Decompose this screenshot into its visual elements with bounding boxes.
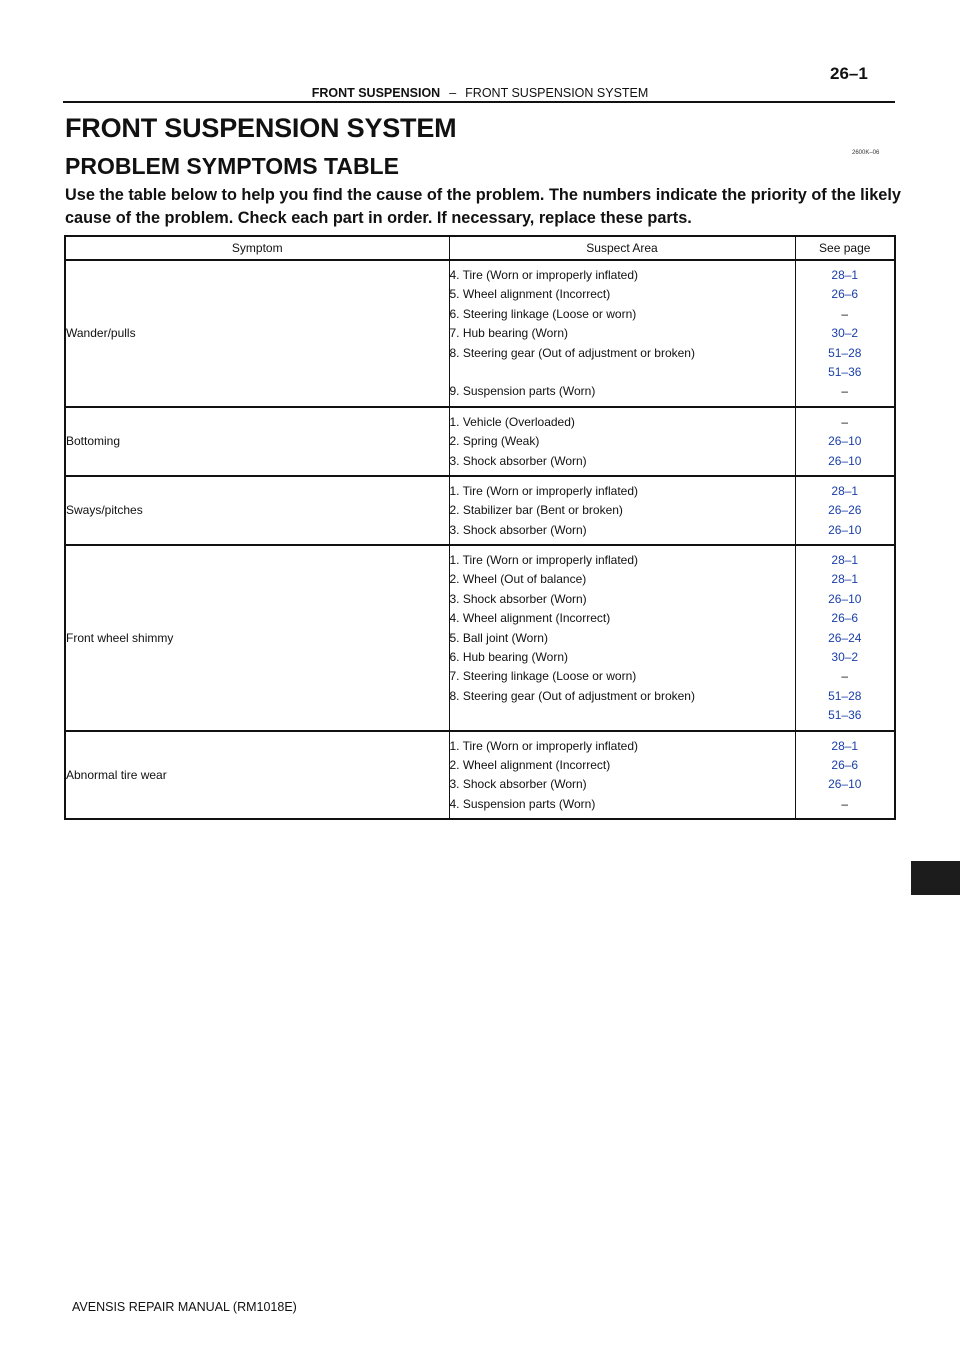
col-header-suspect-area: Suspect Area <box>449 236 795 260</box>
suspect-area-item: 7. Steering linkage (Loose or worn) <box>449 669 637 684</box>
header-title <box>0 86 960 100</box>
page-reference-link[interactable]: 26–6 <box>831 757 859 772</box>
suspect-area-item: 3. Shock absorber (Worn) <box>449 453 587 468</box>
suspect-area-item: 1. Vehicle (Overloaded) <box>449 414 575 429</box>
page-reference-link[interactable]: 26–10 <box>828 522 862 537</box>
suspect-area-item: 1. Tire (Worn or improperly inflated) <box>449 553 639 568</box>
page-reference-link[interactable]: 30–2 <box>831 650 859 665</box>
header-rule <box>63 101 895 103</box>
footer-manual-id: AVENSIS REPAIR MANUAL (RM1018E) <box>72 1300 297 1314</box>
intro-paragraph: Use the table below to help you find the cause of the problem. The numbers indicate the priority of the likely cause of the problem. Check each part in order. If necessary, replace these parts. <box>65 186 901 227</box>
suspect-area-item: 4. Tire (Worn or improperly inflated) <box>449 268 639 282</box>
problem-symptoms-table <box>64 235 896 820</box>
header-section: FRONT SUSPENSION <box>311 86 441 100</box>
page-number: 26–1 <box>830 64 868 83</box>
page-reference-link[interactable]: 28–1 <box>831 738 859 753</box>
page-reference-link[interactable]: 51–36 <box>828 708 862 723</box>
see-page-cell <box>795 260 895 407</box>
suspect-area-item: 4. Suspension parts (Worn) <box>449 796 596 811</box>
table-header-row <box>65 236 895 260</box>
page-reference-link[interactable]: 26–10 <box>828 434 862 449</box>
document-code: 2600K–06 <box>852 150 880 156</box>
symptom-cell: Abnormal tire wear <box>65 731 449 820</box>
suspect-area-item: 2. Wheel (Out of balance) <box>449 572 587 587</box>
suspect-area-item <box>450 706 795 725</box>
page-reference-none: – <box>841 796 849 811</box>
see-page-cell <box>795 545 895 731</box>
suspect-area-item: 6. Hub bearing (Worn) <box>449 650 568 665</box>
page-reference-none: – <box>841 669 849 684</box>
suspect-area-cell <box>449 731 795 820</box>
page-reference-link[interactable]: 26–6 <box>831 611 859 626</box>
col-header-see-page: See page <box>795 236 895 260</box>
see-page-cell <box>795 407 895 476</box>
symptom-cell: Front wheel shimmy <box>65 545 449 731</box>
page-reference-none: – <box>841 414 849 429</box>
page-reference-link[interactable]: 26–10 <box>828 591 862 606</box>
section-subtitle: PROBLEM SYMPTOMS TABLE <box>65 153 399 179</box>
header-separator: – <box>449 86 457 100</box>
page-reference-link[interactable]: 28–1 <box>831 268 859 282</box>
suspect-area-item: 6. Steering linkage (Loose or worn) <box>449 306 637 321</box>
section-thumb-tab <box>911 861 960 895</box>
table-row <box>65 260 895 407</box>
page-reference-none: – <box>841 384 849 399</box>
page-reference-none: – <box>841 306 849 321</box>
page-reference-link[interactable]: 28–1 <box>831 572 859 587</box>
table-row <box>65 731 895 820</box>
symptom-cell: Bottoming <box>65 407 449 476</box>
page-reference-link[interactable]: 26–24 <box>828 630 862 645</box>
suspect-area-cell <box>449 476 795 545</box>
page-reference-link[interactable]: 26–10 <box>828 777 862 792</box>
suspect-area-item: 8. Steering gear (Out of adjustment or broken) <box>449 345 695 360</box>
col-header-symptom: Symptom <box>65 236 449 260</box>
suspect-area-item: 2. Stabilizer bar (Bent or broken) <box>449 503 623 518</box>
suspect-area-cell <box>449 545 795 731</box>
page-title: FRONT SUSPENSION SYSTEM <box>65 113 457 143</box>
table-row <box>65 545 895 731</box>
table-row <box>65 476 895 545</box>
suspect-area-item: 3. Shock absorber (Worn) <box>449 777 587 792</box>
symptom-cell: Wander/pulls <box>65 260 449 407</box>
suspect-area-item: 3. Shock absorber (Worn) <box>449 522 587 537</box>
see-page-cell <box>795 731 895 820</box>
suspect-area-item: 8. Steering gear (Out of adjustment or broken) <box>449 688 695 703</box>
page-reference-link[interactable]: 26–6 <box>831 287 859 302</box>
suspect-area-item: 3. Shock absorber (Worn) <box>449 591 587 606</box>
suspect-area-item: 1. Tire (Worn or improperly inflated) <box>449 483 639 498</box>
suspect-area-item: 5. Wheel alignment (Incorrect) <box>449 287 611 302</box>
suspect-area-item: 5. Ball joint (Worn) <box>449 630 548 645</box>
header-subsection: FRONT SUSPENSION SYSTEM <box>465 86 649 100</box>
see-page-cell <box>795 476 895 545</box>
suspect-area-item: 1. Tire (Worn or improperly inflated) <box>449 738 639 753</box>
page-reference-link[interactable]: 28–1 <box>831 553 859 568</box>
suspect-area-item: 2. Wheel alignment (Incorrect) <box>449 757 611 772</box>
suspect-area-cell <box>449 407 795 476</box>
page-reference-link[interactable]: 51–28 <box>828 345 862 360</box>
suspect-area-item: 7. Hub bearing (Worn) <box>449 326 568 341</box>
page-reference-link[interactable]: 28–1 <box>831 483 859 498</box>
page-reference-link[interactable]: 26–10 <box>828 453 862 468</box>
suspect-area-cell <box>449 260 795 407</box>
page-reference-link[interactable]: 30–2 <box>831 326 859 341</box>
symptom-cell: Sways/pitches <box>65 476 449 545</box>
suspect-area-item: 4. Wheel alignment (Incorrect) <box>449 611 611 626</box>
page-reference-link[interactable]: 51–28 <box>828 688 862 703</box>
table-row <box>65 407 895 476</box>
suspect-area-item: 9. Suspension parts (Worn) <box>449 384 596 399</box>
suspect-area-item <box>450 363 795 382</box>
suspect-area-item: 2. Spring (Weak) <box>449 434 540 449</box>
page-reference-link[interactable]: 51–36 <box>828 364 862 379</box>
page-reference-link[interactable]: 26–26 <box>828 503 862 518</box>
